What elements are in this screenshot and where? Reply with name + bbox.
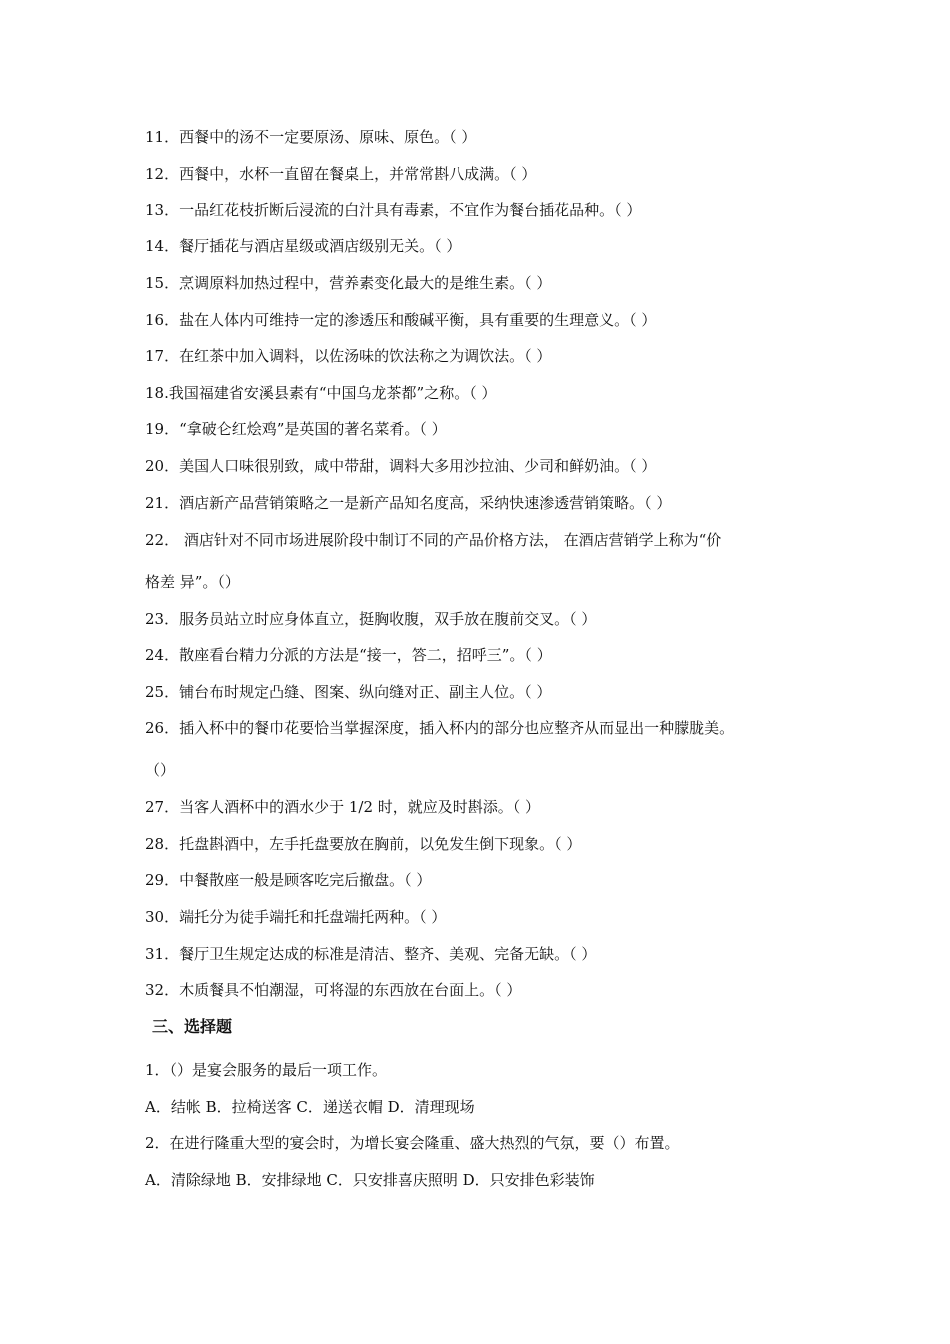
tf-item: 19．“拿破仑红烩鸡”是英国的著名菜肴。（ ）	[145, 420, 447, 438]
tf-item-continued: （）	[145, 761, 176, 779]
tf-item: 24．散座看台精力分派的方法是“接一，答二，招呼三”。（ ）	[145, 646, 552, 664]
tf-item: 23．服务员站立时应身体直立，挺胸收腹，双手放在腹前交叉。（ ）	[145, 610, 597, 628]
tf-item: 22． 酒店针对不同市场进展阶段中制订不同的产品价格方法， 在酒店营销学上称为“价	[145, 531, 722, 549]
tf-item: 16．盐在人体内可维持一定的渗透压和酸碱平衡，具有重要的生理意义。（ ）	[145, 311, 657, 329]
tf-item: 14．餐厅插花与酒店星级或酒店级别无关。（ ）	[145, 237, 462, 255]
tf-item: 13．一品红花枝折断后浸流的白汁具有毒素，不宜作为餐台插花品种。（ ）	[145, 201, 642, 219]
tf-item: 26．插入杯中的餐巾花要恰当掌握深度，插入杯内的部分也应整齐从而显出一种朦胧美。	[145, 719, 735, 737]
tf-item: 27．当客人酒杯中的酒水少于 1/2 时，就应及时斟添。（ ）	[145, 798, 541, 816]
mc-options: A．清除绿地 B．安排绿地 C．只安排喜庆照明 D．只安排色彩装饰	[145, 1171, 595, 1189]
tf-item: 12．西餐中，水杯一直留在餐桌上，并常常斟八成满。（ ）	[145, 165, 537, 183]
tf-item-continued: 格差 异”。（）	[145, 573, 240, 591]
mc-question: 2．在进行隆重大型的宴会时，为增长宴会隆重、盛大热烈的气氛，要（）布置。	[145, 1134, 680, 1152]
tf-item: 32．木质餐具不怕潮湿，可将湿的东西放在台面上。（ ）	[145, 981, 522, 999]
tf-item: 21．酒店新产品营销策略之一是新产品知名度高，采纳快速渗透营销策略。（ ）	[145, 494, 672, 512]
tf-item: 17．在红茶中加入调料，以佐汤味的饮法称之为调饮法。（ ）	[145, 347, 552, 365]
tf-item: 11．西餐中的汤不一定要原汤、原味、原色。（ ）	[145, 128, 477, 146]
mc-options: A．结帐 B．拉椅送客 C．递送衣帽 D．清理现场	[145, 1098, 475, 1116]
section-title: 三、选择题	[152, 1017, 233, 1036]
tf-item: 18.我国福建省安溪县素有“中国乌龙茶都”之称。（ ）	[145, 384, 497, 402]
tf-item: 28．托盘斟酒中，左手托盘要放在胸前，以免发生倒下现象。（ ）	[145, 835, 582, 853]
tf-item: 30．端托分为徒手端托和托盘端托两种。（ ）	[145, 908, 447, 926]
tf-item: 15．烹调原料加热过程中，营养素变化最大的是维生素。（ ）	[145, 274, 552, 292]
tf-item: 29．中餐散座一般是顾客吃完后撤盘。（ ）	[145, 871, 432, 889]
tf-item: 25．铺台布时规定凸缝、图案、纵向缝对正、副主人位。（ ）	[145, 683, 552, 701]
mc-question: 1．（）是宴会服务的最后一项工作。	[145, 1061, 388, 1079]
tf-item: 31．餐厅卫生规定达成的标准是清洁、整齐、美观、完备无缺。（ ）	[145, 945, 597, 963]
tf-item: 20．美国人口味很别致，咸中带甜，调料大多用沙拉油、少司和鲜奶油。（ ）	[145, 457, 657, 475]
